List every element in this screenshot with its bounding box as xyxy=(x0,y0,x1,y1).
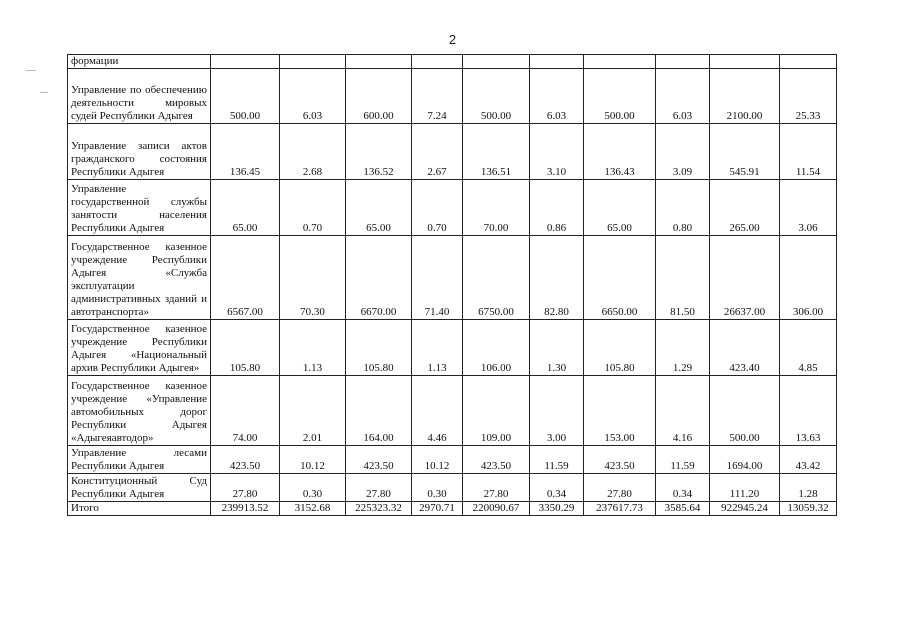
value-cell: 3.09 xyxy=(656,124,710,180)
table-row xyxy=(68,236,837,320)
value-cell: 1.13 xyxy=(412,320,463,376)
value-cell: 11.59 xyxy=(530,446,584,474)
total-value-cell: 237617.73 xyxy=(584,502,656,516)
value-cell: 65.00 xyxy=(211,180,280,236)
value-cell: 500.00 xyxy=(463,69,530,124)
value-cell: 1.13 xyxy=(280,320,346,376)
organization-name: Управление записи актов гражданского состояния Республики Адыгея xyxy=(68,124,211,180)
value-cell: 111.20 xyxy=(710,474,780,502)
value-cell: 3.06 xyxy=(780,180,837,236)
value-cell: 27.80 xyxy=(346,474,412,502)
value-cell: 71.40 xyxy=(412,236,463,320)
value-cell: 545.91 xyxy=(710,124,780,180)
value-cell: 6.03 xyxy=(530,69,584,124)
scan-artifact-mark xyxy=(40,92,48,93)
value-cell: 4.85 xyxy=(780,320,837,376)
empty-cell xyxy=(710,55,780,69)
total-value-cell: 3585.64 xyxy=(656,502,710,516)
organization-name: Управление по обеспечению деятельности мировых судей Республики Адыгея xyxy=(68,69,211,124)
value-cell: 423.40 xyxy=(710,320,780,376)
empty-cell xyxy=(530,55,584,69)
value-cell: 1694.00 xyxy=(710,446,780,474)
table-row xyxy=(68,376,837,446)
value-cell: 6.03 xyxy=(280,69,346,124)
value-cell: 25.33 xyxy=(780,69,837,124)
value-cell: 105.80 xyxy=(211,320,280,376)
empty-cell xyxy=(463,55,530,69)
value-cell: 106.00 xyxy=(463,320,530,376)
value-cell: 0.34 xyxy=(530,474,584,502)
total-value-cell: 220090.67 xyxy=(463,502,530,516)
organization-name: Конституционный Суд Республики Адыгея xyxy=(68,474,211,502)
organization-name: Управление государственной службы занятости населения Республики Адыгея xyxy=(68,180,211,236)
organization-name: Государственное казенное учреждение «Управление автомобильных дорог Республики Адыгея «Адыгеяавтодор» xyxy=(68,376,211,446)
value-cell: 26637.00 xyxy=(710,236,780,320)
table-row xyxy=(68,446,837,474)
value-cell: 600.00 xyxy=(346,69,412,124)
value-cell: 105.80 xyxy=(584,320,656,376)
total-value-cell: 239913.52 xyxy=(211,502,280,516)
empty-cell xyxy=(656,55,710,69)
value-cell: 4.46 xyxy=(412,376,463,446)
value-cell: 423.50 xyxy=(584,446,656,474)
value-cell: 82.80 xyxy=(530,236,584,320)
value-cell: 70.30 xyxy=(280,236,346,320)
value-cell: 13.63 xyxy=(780,376,837,446)
table-row xyxy=(68,69,837,124)
total-value-cell: 3152.68 xyxy=(280,502,346,516)
value-cell: 74.00 xyxy=(211,376,280,446)
empty-cell xyxy=(211,55,280,69)
organization-name: Государственное казенное учреждение Республики Адыгея «Служба эксплуатации административных зданий и автотранспорта» xyxy=(68,236,211,320)
value-cell: 0.30 xyxy=(280,474,346,502)
value-cell: 500.00 xyxy=(211,69,280,124)
value-cell: 65.00 xyxy=(346,180,412,236)
value-cell: 6650.00 xyxy=(584,236,656,320)
value-cell: 423.50 xyxy=(211,446,280,474)
value-cell: 105.80 xyxy=(346,320,412,376)
value-cell: 6.03 xyxy=(656,69,710,124)
value-cell: 27.80 xyxy=(463,474,530,502)
value-cell: 423.50 xyxy=(463,446,530,474)
value-cell: 0.34 xyxy=(656,474,710,502)
total-value-cell: 922945.24 xyxy=(710,502,780,516)
value-cell: 6670.00 xyxy=(346,236,412,320)
organization-name: Управление лесами Республики Адыгея xyxy=(68,446,211,474)
value-cell: 136.43 xyxy=(584,124,656,180)
value-cell: 27.80 xyxy=(584,474,656,502)
empty-cell xyxy=(584,55,656,69)
value-cell: 136.45 xyxy=(211,124,280,180)
table-row xyxy=(68,124,837,180)
value-cell: 500.00 xyxy=(584,69,656,124)
value-cell: 2.01 xyxy=(280,376,346,446)
value-cell: 65.00 xyxy=(584,180,656,236)
value-cell: 153.00 xyxy=(584,376,656,446)
value-cell: 1.28 xyxy=(780,474,837,502)
value-cell: 136.51 xyxy=(463,124,530,180)
value-cell: 0.70 xyxy=(412,180,463,236)
row-label: формации xyxy=(68,55,211,69)
scan-artifact-mark xyxy=(26,70,36,71)
total-value-cell: 225323.32 xyxy=(346,502,412,516)
total-label: Итого xyxy=(68,502,211,516)
empty-cell xyxy=(780,55,837,69)
value-cell: 164.00 xyxy=(346,376,412,446)
organization-name: Государственное казенное учреждение Республики Адыгея «Национальный архив Республики Адыгея» xyxy=(68,320,211,376)
value-cell: 136.52 xyxy=(346,124,412,180)
value-cell: 0.86 xyxy=(530,180,584,236)
empty-cell xyxy=(346,55,412,69)
budget-table xyxy=(67,54,837,516)
value-cell: 4.16 xyxy=(656,376,710,446)
value-cell: 306.00 xyxy=(780,236,837,320)
value-cell: 6567.00 xyxy=(211,236,280,320)
value-cell: 6750.00 xyxy=(463,236,530,320)
value-cell: 109.00 xyxy=(463,376,530,446)
value-cell: 0.70 xyxy=(280,180,346,236)
table-row xyxy=(68,320,837,376)
value-cell: 3.10 xyxy=(530,124,584,180)
table-body xyxy=(68,55,837,516)
total-value-cell: 2970.71 xyxy=(412,502,463,516)
value-cell: 43.42 xyxy=(780,446,837,474)
value-cell: 11.54 xyxy=(780,124,837,180)
empty-cell xyxy=(412,55,463,69)
value-cell: 81.50 xyxy=(656,236,710,320)
value-cell: 1.29 xyxy=(656,320,710,376)
continuation-row xyxy=(68,55,837,69)
empty-cell xyxy=(280,55,346,69)
value-cell: 2100.00 xyxy=(710,69,780,124)
value-cell: 0.30 xyxy=(412,474,463,502)
value-cell: 2.67 xyxy=(412,124,463,180)
table-row xyxy=(68,180,837,236)
value-cell: 423.50 xyxy=(346,446,412,474)
page-number: 2 xyxy=(448,32,457,47)
value-cell: 10.12 xyxy=(280,446,346,474)
total-value-cell: 13059.32 xyxy=(780,502,837,516)
value-cell: 11.59 xyxy=(656,446,710,474)
total-value-cell: 3350.29 xyxy=(530,502,584,516)
value-cell: 2.68 xyxy=(280,124,346,180)
value-cell: 3.00 xyxy=(530,376,584,446)
value-cell: 10.12 xyxy=(412,446,463,474)
value-cell: 265.00 xyxy=(710,180,780,236)
value-cell: 70.00 xyxy=(463,180,530,236)
value-cell: 1.30 xyxy=(530,320,584,376)
value-cell: 27.80 xyxy=(211,474,280,502)
table-row xyxy=(68,474,837,502)
value-cell: 7.24 xyxy=(412,69,463,124)
total-row xyxy=(68,502,837,516)
value-cell: 0.80 xyxy=(656,180,710,236)
value-cell: 500.00 xyxy=(710,376,780,446)
